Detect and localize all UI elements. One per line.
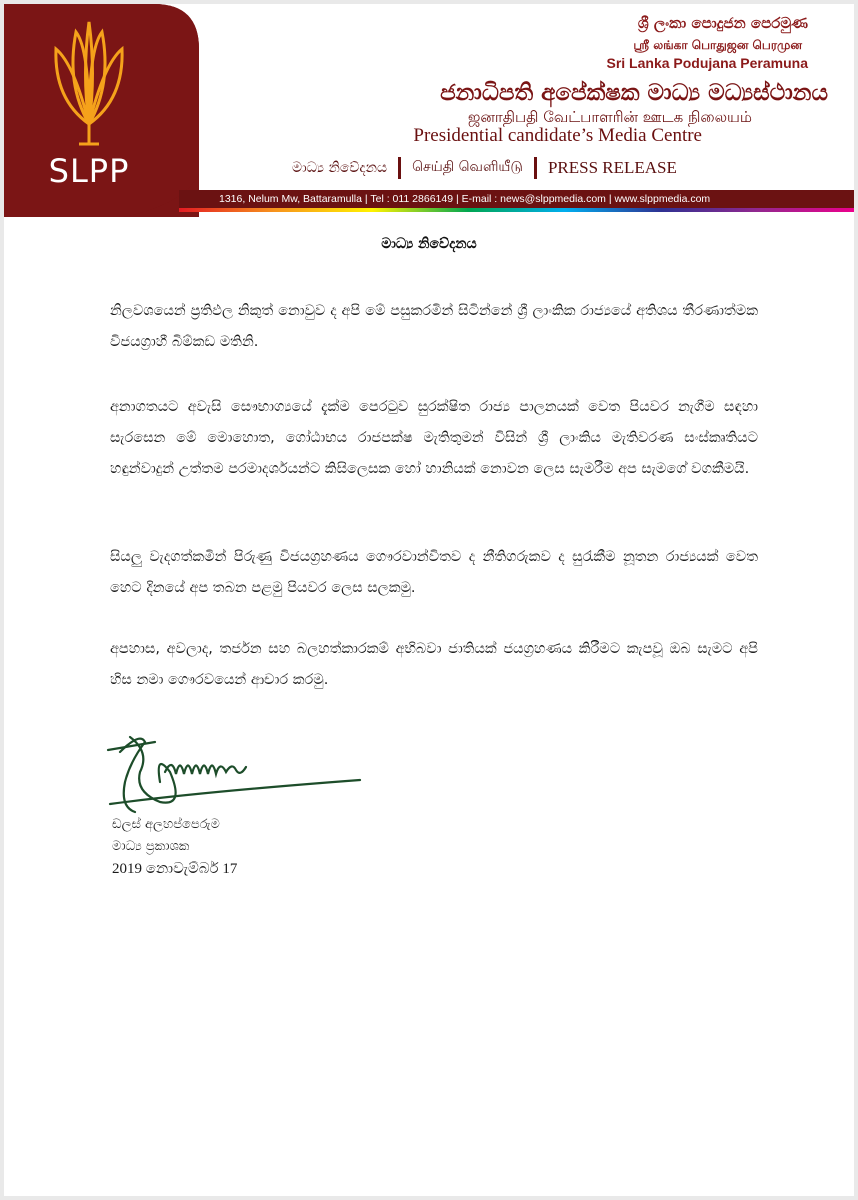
slpp-logo-text: SLPP (48, 152, 130, 190)
contact-bar: 1316, Nelum Mw, Battaramulla | Tel : 011 2866149 | E-mail : news@slppmedia.com | www.slppmedia.com (179, 190, 854, 208)
media-centre-tamil: ஜனாதிபதி வேட்பாளரின் ஊடக நிலையம் (467, 108, 752, 126)
party-name-sinhala: ශ්‍රී ලංකා පොදුජන පෙරමුණ (637, 14, 808, 32)
divider (534, 157, 537, 179)
signature-block (112, 814, 237, 880)
press-release-page (4, 4, 854, 1196)
release-label-tamil: செய்தி வெளியீடு (412, 159, 523, 175)
party-name-tamil: ஸ்ரீ லங்கா பொதுஜன பெரமுன (633, 38, 802, 52)
paragraph-3: සියලු වැදගත්කමින් පිරුණු විජයග්‍රහණය ගෞරවාන්විතව ද නීතිගරුකව ද සුරැකීම නූතන රාජ්‍යයක් වෙත හෙට දිනයේ අප තබන පළමු පියවර ලෙස සලකමු. (110, 549, 758, 596)
handwritten-signature (100, 712, 370, 822)
media-centre-sinhala: ජනාධිපති අපේක්ෂක මාධ්‍ය මධ්‍යස්ථානය (440, 80, 828, 106)
rainbow-stripe (179, 208, 854, 212)
paragraph-2: අනාගතයට අවැසි සෞභාග්‍යයේ දැක්ම පෙරටුව සුරක්ෂිත රාජ්‍ය පාලනයක් වෙත පියවර නැගීම සඳහා සැරසෙන මේ මොහොත, ගෝඨාභය රාජපක්ෂ මැතිතුමන් විසින් ශ්‍රී ලාංකිය මැතිවරණ සංස්කෘතියට හඳුන්වාදුන් උත්තම පරමාදර්ශයන්ට කිසිලෙසක හෝ හානියක් නොවන ලෙස සැමරීම අප සැමගේ වගකීමයි. (110, 399, 758, 477)
release-label-english: PRESS RELEASE (547, 158, 677, 177)
release-date: 2019 නොවැම්බර් 17 (112, 861, 238, 877)
signatory-name: ඩලස් අලහප්පෙරුම (112, 817, 220, 832)
paragraph-1: නිලවශයෙන් ප්‍රතිඵල නිකුත් නොවුව ද අපි මේ පසුකරමින් සිටින්නේ ශ්‍රී ලාංකික රාජ්‍යයේ අතිශය තීරණාත්මක විජයග්‍රාහී බිම්කඩ මතිනි. (110, 303, 758, 350)
divider (398, 157, 401, 179)
release-label-row (292, 157, 677, 179)
signatory-title: මාධ්‍ය ප්‍රකාශක (112, 839, 190, 854)
document-title: මාධ්‍ය නිවේදනය (381, 236, 477, 252)
media-centre-english: Presidential candidate’s Media Centre (413, 125, 702, 146)
party-name-english: Sri Lanka Podujana Peramuna (606, 55, 808, 71)
paragraph-4: අපහාස, අවලාද, තර්ජන සහ බලහත්කාරකම් අභිබවා ජාතියක් ජයග්‍රහණය කිරීමට කැපවූ ඔබ සැමට අපි හිස නමා ගෞරවයෙන් ආචාර කරමු. (110, 641, 758, 688)
release-label-sinhala: මාධ්‍ය නිවේදනය (292, 160, 388, 176)
